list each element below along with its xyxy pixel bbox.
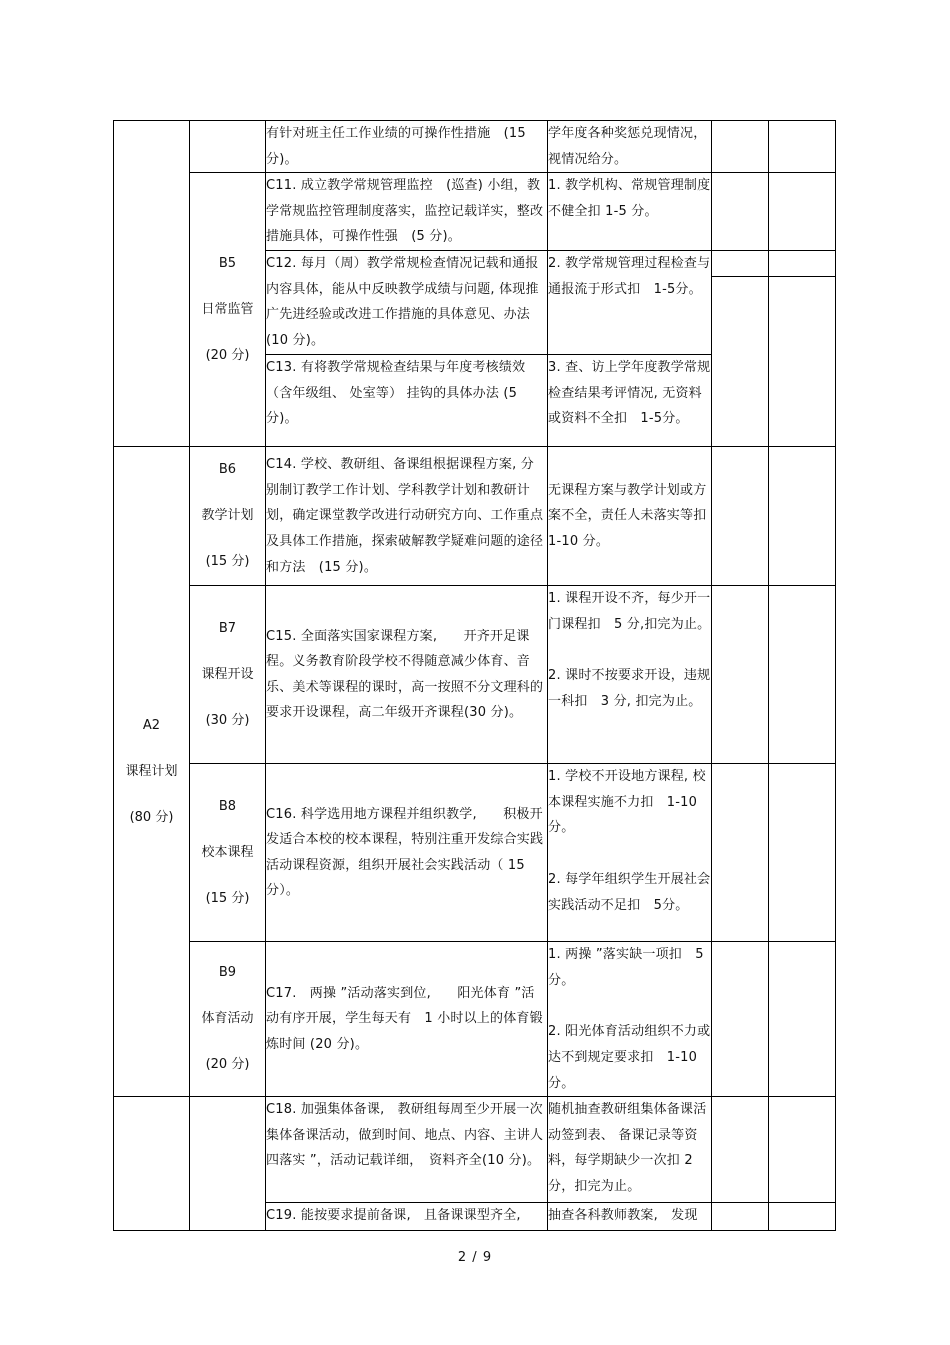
b7-label bbox=[190, 586, 266, 764]
table-row bbox=[114, 121, 836, 173]
table-row bbox=[114, 447, 836, 586]
score-cell bbox=[712, 121, 769, 173]
criteria-c17: C17. 两操 ”活动落实到位, 阳光体育 ”活动有序开展，学生每天有 1 小时以上的体育锻炼时间 (20 分)。 bbox=[266, 942, 548, 1097]
scoring-cell: 学年度各种奖惩兑现情况，视情况给分。 bbox=[548, 121, 712, 173]
a-cell-empty bbox=[114, 121, 190, 447]
a-cell-empty bbox=[114, 1097, 190, 1231]
scoring-b9-2: 2. 阳光体育活动组织不力或达不到规定要求扣 1-10 分。 bbox=[548, 1024, 711, 1091]
criteria-c14: C14. 学校、教研组、备课组根据课程方案, 分别制订教学工作计划、学科教学计划和教研计划，确定课堂教学改进行动研究方向、工作重点及具体工作措施，探索破解教学疑难问题的途径和方法 (15 分)。 bbox=[266, 447, 548, 586]
score-cell bbox=[712, 764, 769, 942]
spacer bbox=[548, 841, 711, 867]
score-cell bbox=[712, 1097, 769, 1203]
note-cell bbox=[769, 1203, 836, 1231]
scoring-b8-2: 2. 每学年组织学生开展社会实践活动不足扣 5分。 bbox=[548, 871, 711, 913]
scoring-b7 bbox=[548, 586, 712, 764]
b6-code: B6 bbox=[218, 462, 237, 478]
b-cell-empty bbox=[190, 121, 266, 173]
criteria-c18: C18. 加强集体备课, 教研组每周至少开展一次集体备课活动，做到时间、地点、内容、主讲人 四落实 ”，活动记载详细， 资料齐全(10 分)。 bbox=[266, 1097, 548, 1203]
criteria-c15: C15. 全面落实国家课程方案, 开齐开足课程。义务教育阶段学校不得随意减少体育、音乐、美术等课程的课时，高一按照不分文理科的要求开设课程，高二年级开齐课程(30 分)。 bbox=[266, 586, 548, 764]
note-cell bbox=[769, 586, 836, 764]
b7-name: 课程开设 bbox=[201, 666, 254, 682]
score-cell bbox=[712, 277, 769, 447]
b9-score: (20 分) bbox=[205, 1057, 250, 1073]
note-cell bbox=[769, 173, 836, 251]
b5-score: (20 分) bbox=[205, 347, 250, 363]
criteria-c13: C13. 有将教学常规检查结果与年度考核绩效（含年级组、 处室等） 挂钩的具体办法 (5分)。 bbox=[266, 355, 548, 447]
b8-code: B8 bbox=[218, 798, 237, 814]
scoring-c18: 随机抽查教研组集体备课活动签到表、 备课记录等资料，每学期缺少一次扣 2 分，扣完为止。 bbox=[548, 1097, 712, 1203]
scoring-b9 bbox=[548, 942, 712, 1097]
score-cell bbox=[712, 942, 769, 1097]
b5-code: B5 bbox=[218, 255, 237, 271]
evaluation-table bbox=[113, 120, 836, 1231]
b7-score: (30 分) bbox=[205, 712, 250, 728]
b7-code: B7 bbox=[218, 620, 237, 636]
b9-label bbox=[190, 942, 266, 1097]
scoring-b6: 无课程方案与教学计划或方案不全，责任人未落实等扣 1-10 分。 bbox=[548, 447, 712, 586]
table-row bbox=[114, 942, 836, 1097]
scoring-b5-3: 3. 查、访上学年度教学常规检查结果考评情况, 无资料或资料不全扣 1-5分。 bbox=[548, 355, 712, 447]
scoring-b8 bbox=[548, 764, 712, 942]
spacer bbox=[548, 637, 711, 663]
b5-label bbox=[190, 173, 266, 447]
scoring-b7-2: 2. 课时不按要求开设，违规一科扣 3 分, 扣完为止。 bbox=[548, 668, 711, 709]
a2-score: (80 分) bbox=[129, 809, 174, 825]
b6-label bbox=[190, 447, 266, 586]
scoring-b5-2: 2. 教学常规管理过程检查与通报流于形式扣 1-5分。 bbox=[548, 251, 712, 355]
score-cell bbox=[712, 173, 769, 251]
b-cell-empty bbox=[190, 1097, 266, 1231]
b5-name: 日常监管 bbox=[201, 301, 254, 317]
spacer bbox=[548, 993, 711, 1019]
b8-label bbox=[190, 764, 266, 942]
table-row bbox=[114, 1097, 836, 1203]
note-cell bbox=[769, 764, 836, 942]
criteria-c16: C16. 科学选用地方课程并组织教学, 积极开发适合本校的校本课程，特别注重开发综合实践活动课程资源，组织开展社会实践活动（ 15 分）。 bbox=[266, 764, 548, 942]
note-cell bbox=[769, 277, 836, 447]
score-cell bbox=[712, 447, 769, 586]
scoring-b8-1: 1. 学校不开设地方课程, 校本课程实施不力扣 1-10 分。 bbox=[548, 769, 706, 836]
criteria-c12: C12. 每月（周）教学常规检查情况记载和通报内容具体，能从中反映教学成绩与问题, 体现推广先进经验或改进工作措施的具体意见、办法 (10 分)。 bbox=[266, 251, 548, 355]
table-row bbox=[114, 173, 836, 251]
b9-name: 体育活动 bbox=[201, 1011, 254, 1027]
scoring-c19: 抽查各科教师教案, 发现 bbox=[548, 1203, 712, 1231]
b6-name: 教学计划 bbox=[201, 508, 254, 524]
score-cell bbox=[712, 586, 769, 764]
criteria-c11: C11. 成立教学常规管理监控 (巡查) 小组，教学常规监控管理制度落实，监控记载详实，整改措施具体，可操作性强 (5 分)。 bbox=[266, 173, 548, 251]
page-number: 2 / 9 bbox=[457, 1250, 493, 1265]
scoring-b5-1: 1. 教学机构、常规管理制度不健全扣 1-5 分。 bbox=[548, 173, 712, 251]
criteria-c19: C19. 能按要求提前备课, 且备课课型齐全, bbox=[266, 1203, 548, 1231]
a2-name: 课程计划 bbox=[125, 763, 178, 779]
criteria-cell: 有针对班主任工作业绩的可操作性措施 (15分)。 bbox=[266, 121, 548, 173]
note-cell bbox=[769, 447, 836, 586]
score-cell bbox=[712, 251, 769, 277]
scoring-b7-1: 1. 课程开设不齐，每少开一门课程扣 5 分,扣完为止。 bbox=[548, 591, 711, 632]
a2-label bbox=[114, 447, 190, 1097]
note-cell bbox=[769, 121, 836, 173]
note-cell bbox=[769, 942, 836, 1097]
b6-score: (15 分) bbox=[205, 554, 250, 570]
score-cell bbox=[712, 1203, 769, 1231]
scoring-b9-1: 1. 两操 ”落实缺一项扣 5分。 bbox=[548, 947, 704, 988]
a2-code: A2 bbox=[142, 717, 161, 733]
b9-code: B9 bbox=[218, 965, 237, 981]
table-row bbox=[114, 586, 836, 764]
b8-name: 校本课程 bbox=[201, 844, 254, 860]
note-cell bbox=[769, 251, 836, 277]
table-row bbox=[114, 764, 836, 942]
note-cell bbox=[769, 1097, 836, 1203]
b8-score: (15 分) bbox=[205, 890, 250, 906]
